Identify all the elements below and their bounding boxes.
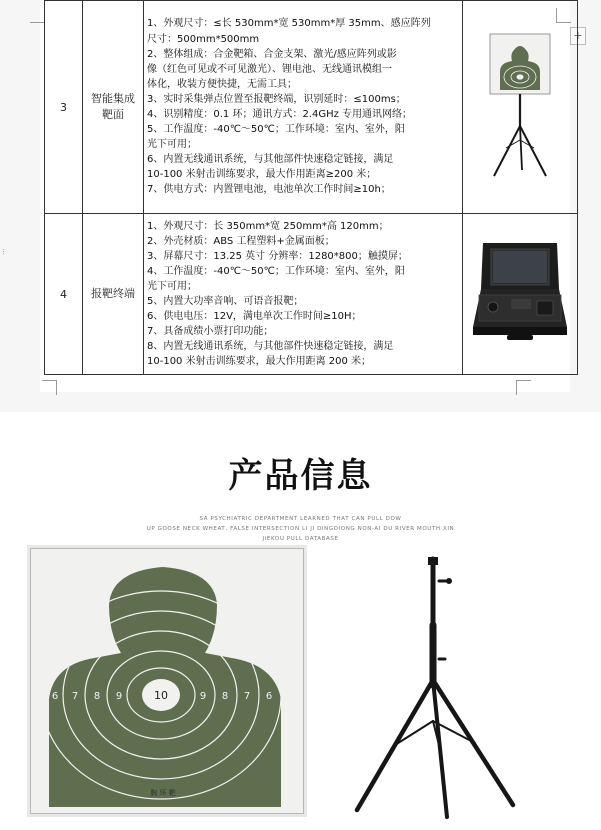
ring-label: 9 <box>199 691 207 702</box>
description-line: 像（红色可见或不可见激光）、锂电池、无线通讯模组一 <box>147 63 392 75</box>
description-line: 5、工作温度：-40℃～50℃；工作环境：室内、室外，阳 <box>147 124 405 136</box>
description-line: 6、供电电压：12V，满电单次工作时间≥10H； <box>147 311 362 323</box>
description-line: 8、内置无线通讯系统，与其他部件快速稳定链接，满足 <box>147 341 394 353</box>
ring-label: 7 <box>71 691 79 702</box>
description-line: 5、内置大功率音响、可语音报靶； <box>147 296 304 307</box>
ring-label: 8 <box>221 691 229 702</box>
ring-label: 9 <box>115 691 123 702</box>
ring-label: 7 <box>243 691 251 702</box>
subtitle-line: UP GOOSE NECK WHEAT, FALSE INTERSECTION LI JI DINGDIONG NON-AI DU RIVER MOUTH XIN <box>146 526 455 532</box>
item-description <box>144 214 463 375</box>
target-caption: 胸 环 靶 <box>150 789 176 797</box>
description-line: 7、具备成绩小票打印功能； <box>147 326 274 338</box>
item-name <box>83 214 144 375</box>
subtitle-line: JIEKOU PULL DATABASE <box>262 536 339 542</box>
document-sheet <box>0 0 601 412</box>
description-line: 4、工作温度：-40℃～50℃；工作环境：室内、室外，阳 <box>147 265 405 277</box>
terminal-case-image <box>467 237 573 347</box>
description-line: 2、外壳材质：ABS 工程塑料+金属面板； <box>147 235 335 247</box>
description-line: 3、实时采集弹点位置至报靶终端，识别延时：≤100ms； <box>147 93 406 105</box>
description-line: 尺寸：500mm*500mm <box>147 33 260 45</box>
item-description <box>144 1 463 214</box>
section-title: 产品信息 <box>228 456 373 496</box>
add-row-button[interactable]: + <box>570 27 586 45</box>
description-line: 2、整体组成：合金靶箱、合金支架、激光/感应阵列或影 <box>147 48 397 60</box>
item-name-line: 智能集成 <box>91 92 135 105</box>
description-line: 光下可用； <box>147 280 197 292</box>
description-line: 1、外观尺寸：长 350mm*宽 250mm*高 120mm； <box>147 220 389 232</box>
margin-marker-icon: ⁝ <box>2 248 5 258</box>
product-image-cell <box>463 1 578 214</box>
row-number: 3 <box>45 1 83 214</box>
product-image-cell <box>463 214 578 375</box>
page-corner-mark <box>516 380 531 395</box>
description-line: 体化，收装方便快捷，无需工具； <box>147 78 297 90</box>
description-line: 7、供电方式：内置锂电池，电池单次工作时间≥10h； <box>147 184 391 196</box>
center-ring-label: 10 <box>154 689 168 702</box>
page-corner-mark <box>42 380 57 395</box>
tripod-stand-image <box>335 555 525 820</box>
description-line: 10-100 米射击训练要求，最大作用距离 200 米； <box>147 356 372 368</box>
chest-ring-target-image <box>30 548 304 814</box>
ring-label: 6 <box>51 691 59 702</box>
spec-table <box>44 0 578 375</box>
table-row <box>45 214 578 375</box>
item-name-line: 报靶终端 <box>91 287 135 300</box>
description-line: 光下可用； <box>147 139 197 151</box>
description-line: 6、内置无线通讯系统，与其他部件快速稳定链接，满足 <box>147 154 394 166</box>
description-line: 10-100 米射击训练要求，最大作用距离≥200 米； <box>147 169 377 181</box>
description-line: 4、识别精度：0.1 环；通讯方式：2.4GHz 专用通讯网络； <box>147 109 413 120</box>
subtitle-line: SA PSYCHIATRIC DEPARTMENT LEARNED THAT CAN PULL DOW <box>199 516 402 522</box>
ring-label: 6 <box>265 691 273 702</box>
item-name-line: 靶面 <box>102 108 124 121</box>
item-name <box>83 1 144 214</box>
ring-label: 8 <box>93 691 101 702</box>
row-number: 4 <box>45 214 83 375</box>
description-line: 1、外观尺寸：≤长 530mm*宽 530mm*厚 35mm、感应阵列 <box>147 18 431 30</box>
description-line: 3、屏幕尺寸：13.25 英寸 分辨率：1280*800；触摸屏； <box>147 250 408 262</box>
page-corner-mark <box>30 8 45 23</box>
table-row <box>45 1 578 214</box>
target-on-tripod-image <box>470 30 570 180</box>
